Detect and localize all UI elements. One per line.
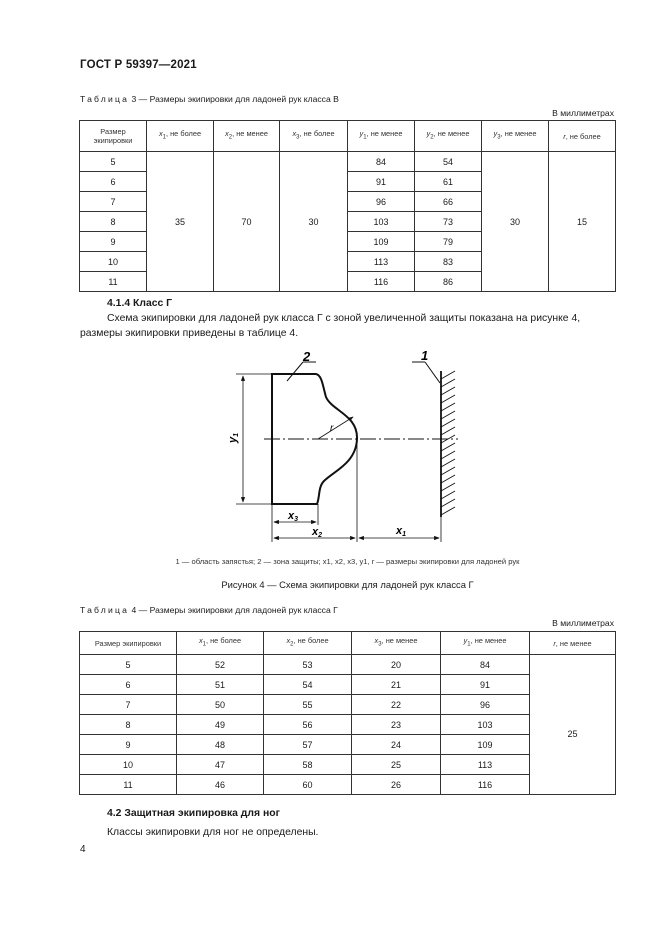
table4-header-y1: $y_1$, не менее xyxy=(441,632,530,655)
table3-y2-cell: 54 xyxy=(415,152,482,172)
table3-size-cell: 5 xyxy=(80,152,147,172)
table4-x1-cell: 50 xyxy=(177,695,264,715)
table3-y1-cell: 116 xyxy=(348,272,415,292)
wrist-label: 1 xyxy=(421,348,429,363)
table3-size-cell: 11 xyxy=(80,272,147,292)
table3-size-cell: 10 xyxy=(80,252,147,272)
table4-x3-cell: 26 xyxy=(352,775,441,795)
table3 xyxy=(79,120,616,292)
table4-x2-cell: 55 xyxy=(264,695,352,715)
x3-label: x3 xyxy=(288,510,299,523)
table3-r-cell: 15 xyxy=(549,152,616,292)
section-414-paragraph: Схема экипировки для ладоней рук класса Г с зоной увеличенной защиты показана на рисунке 4, размеры экипировки приведены в таблице 4. xyxy=(80,313,581,339)
table3-header-x3: $x_3$, не более xyxy=(280,121,348,152)
header-subscript: 3 xyxy=(497,134,501,141)
table4-caption-text: 4 — Размеры экипировки для ладоней рук класса Г xyxy=(131,605,338,615)
table3-y1-cell: 96 xyxy=(348,192,415,212)
table4-size-cell: 5 xyxy=(80,655,177,675)
header-symbol: r xyxy=(563,131,566,141)
table4-x1-cell: 47 xyxy=(177,755,264,775)
table4-size-cell: 8 xyxy=(80,715,177,735)
table3-y2-cell: 66 xyxy=(415,192,482,212)
header-symbol: x xyxy=(158,129,163,139)
header-subscript: 2 xyxy=(290,641,294,648)
table3-y1-cell: 91 xyxy=(348,172,415,192)
table4-x2-cell: 54 xyxy=(264,675,352,695)
figure4-caption: Рисунок 4 — Схема экипировки для ладоней рук класса Г xyxy=(221,579,474,590)
header-symbol: y xyxy=(359,129,364,139)
y1-label: y1 xyxy=(227,432,240,443)
table4-x1-cell: 52 xyxy=(177,655,264,675)
table3-x2-cell: 70 xyxy=(214,152,280,292)
table-row xyxy=(80,152,616,172)
header-symbol: x xyxy=(374,636,379,646)
table4-size-cell: 7 xyxy=(80,695,177,715)
header-symbol: x xyxy=(225,129,229,139)
table4-size-cell: 6 xyxy=(80,675,177,695)
r-label: r xyxy=(330,423,334,434)
table4-x3-cell: 22 xyxy=(352,695,441,715)
table4-x3-cell: 25 xyxy=(352,755,441,775)
table3-y2-cell: 73 xyxy=(415,212,482,232)
table4-y1-cell: 84 xyxy=(441,655,530,675)
table3-header-r: r, не более xyxy=(549,121,616,152)
table4-y1-cell: 103 xyxy=(441,715,530,735)
table4-units: В миллиметрах xyxy=(552,618,614,628)
table4-x1-cell: 46 xyxy=(177,775,264,795)
table4-x2-cell: 58 xyxy=(264,755,352,775)
table-row xyxy=(80,655,616,675)
table3-size-cell: 9 xyxy=(80,232,147,252)
table4-y1-cell: 96 xyxy=(441,695,530,715)
x1-label: x1 xyxy=(396,525,407,538)
table3-y2-cell: 86 xyxy=(415,272,482,292)
section-414-heading: 4.1.4 Класс Г xyxy=(107,298,173,309)
table3-header-size: Размер экипировки xyxy=(80,121,147,152)
section-42-paragraph: Классы экипировки для ног не определены. xyxy=(107,827,319,838)
header-symbol: y xyxy=(426,129,431,139)
table3-caption-prefix: Таблица xyxy=(80,94,130,104)
figure4-legend: 1 — область запястья; 2 — зона защиты; x1, x2, x3, y1, r — размеры экипировки для ладоней рук xyxy=(175,557,520,566)
document-id: ГОСТ Р 59397—2021 xyxy=(80,59,197,71)
table4-header-x1: $x_1$, не более xyxy=(177,632,264,655)
table3-header-x2: $x_2$, не менее xyxy=(214,121,280,152)
table-row xyxy=(80,675,616,695)
table3-y1-cell: 109 xyxy=(348,232,415,252)
header-symbol: r xyxy=(553,638,556,648)
table3-header-row xyxy=(80,121,616,152)
table4-r-cell: 25 xyxy=(530,675,616,795)
table3-units: В миллиметрах xyxy=(552,108,614,118)
table4-y1-cell: 116 xyxy=(441,775,530,795)
table4-y1-cell: 91 xyxy=(441,675,530,695)
table3-header-y2: $y_2$, не менее xyxy=(415,121,482,152)
table4-x3-cell: 21 xyxy=(352,675,441,695)
table3-header-x1: $x_1$, не более xyxy=(147,121,214,152)
table4 xyxy=(79,631,616,795)
table4-header-x2: $x_2$, не более xyxy=(264,632,352,655)
header-symbol: y xyxy=(463,636,468,646)
header-subscript: 1 xyxy=(467,641,471,648)
table3-y1-cell: 113 xyxy=(348,252,415,272)
table4-y1-cell: 113 xyxy=(441,755,530,775)
table3-caption xyxy=(80,94,339,104)
header-symbol: x xyxy=(292,129,297,139)
table4-caption-prefix: Таблица xyxy=(80,605,130,615)
table4-header-row xyxy=(80,632,616,655)
table4-x3-cell: 23 xyxy=(352,715,441,735)
page-number: 4 xyxy=(80,844,86,855)
table3-y1-cell: 103 xyxy=(348,212,415,232)
table3-y2-cell: 83 xyxy=(415,252,482,272)
wrist-wall-hatch xyxy=(441,371,455,515)
header-symbol: x xyxy=(198,636,203,646)
table4-header-size: Размер экипировки xyxy=(80,632,177,655)
table3-y2-cell: 61 xyxy=(415,172,482,192)
table4-x2-cell: 56 xyxy=(264,715,352,735)
x2-label: x2 xyxy=(312,526,323,539)
table3-header-y3: $y_3$, не менее xyxy=(482,121,549,152)
table4-x1-cell: 51 xyxy=(177,675,264,695)
header-subscript: 2 xyxy=(430,134,434,141)
table3-y3-cell: 30 xyxy=(482,152,549,292)
header-symbol: y xyxy=(493,129,498,139)
table4-x1-cell: 49 xyxy=(177,715,264,735)
table3-y1-cell: 84 xyxy=(348,152,415,172)
table4-x2-cell: 57 xyxy=(264,735,352,755)
table4-r-cell-top xyxy=(530,655,616,675)
table4-header-x3: $x_3$, не менее xyxy=(352,632,441,655)
table3-x3-cell: 30 xyxy=(280,152,348,292)
header-subscript: 1 xyxy=(202,641,206,648)
table4-y1-cell: 109 xyxy=(441,735,530,755)
table3-size-cell: 8 xyxy=(80,212,147,232)
header-subscript: 1 xyxy=(162,134,166,141)
table4-caption xyxy=(80,605,338,615)
table3-size-cell: 7 xyxy=(80,192,147,212)
table3-x1-cell: 35 xyxy=(147,152,214,292)
header-subscript: 3 xyxy=(378,641,382,648)
table4-x1-cell: 48 xyxy=(177,735,264,755)
table3-caption-text: 3 — Размеры экипировки для ладоней рук класса В xyxy=(131,94,339,104)
table4-x3-cell: 20 xyxy=(352,655,441,675)
table4-size-cell: 9 xyxy=(80,735,177,755)
table3-y2-cell: 79 xyxy=(415,232,482,252)
table3-header-y1: $y_1$, не менее xyxy=(348,121,415,152)
table4-x2-cell: 60 xyxy=(264,775,352,795)
table4-x2-cell: 53 xyxy=(264,655,352,675)
section-42-heading: 4.2 Защитная экипировка для ног xyxy=(107,808,280,819)
table4-size-cell: 10 xyxy=(80,755,177,775)
table4-size-cell: 11 xyxy=(80,775,177,795)
figure4-diagram xyxy=(226,345,466,545)
header-subscript: 1 xyxy=(363,134,367,141)
table3-size-cell: 6 xyxy=(80,172,147,192)
zone-label: 2 xyxy=(303,349,311,364)
r-radius xyxy=(318,417,353,439)
table4-header-r: r, не менее xyxy=(530,632,616,655)
header-subscript: 3 xyxy=(296,134,300,141)
header-subscript: 2 xyxy=(228,134,233,141)
table4-x3-cell: 24 xyxy=(352,735,441,755)
header-symbol: x xyxy=(286,636,291,646)
